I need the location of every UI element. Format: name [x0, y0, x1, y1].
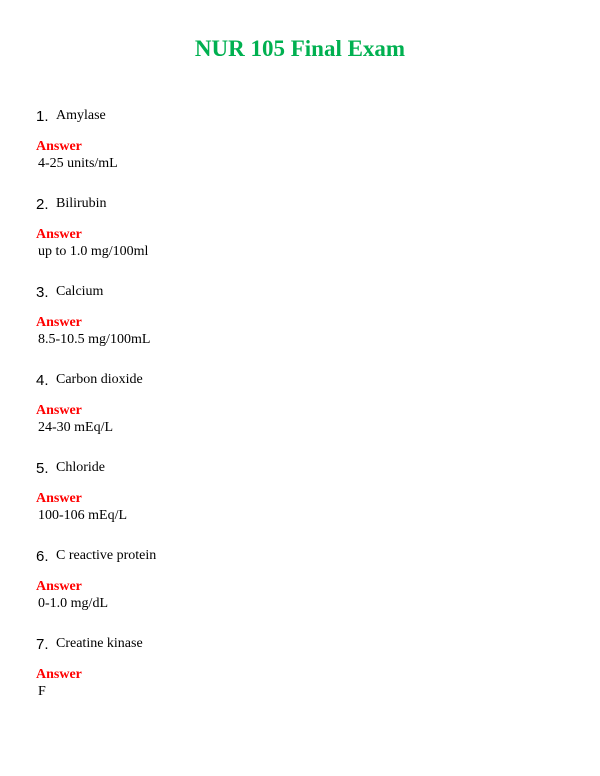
question-text: C reactive protein: [56, 548, 157, 563]
question-text: Chloride: [56, 460, 105, 475]
answer-label: Answer: [36, 491, 82, 506]
answer-value: 0-1.0 mg/dL: [38, 596, 108, 611]
question-line: [36, 282, 556, 302]
question-number: 5.: [36, 459, 49, 477]
answer-value: F: [38, 684, 46, 699]
question-text: Bilirubin: [56, 196, 107, 211]
question-item: [36, 194, 556, 260]
question-item: [36, 282, 556, 348]
answer-value: 4-25 units/mL: [38, 156, 118, 171]
question-line: [36, 370, 556, 390]
question-item: [36, 458, 556, 524]
question-number: 6.: [36, 547, 49, 565]
question-item: [36, 546, 556, 612]
answer-label: Answer: [36, 315, 82, 330]
document-title: NUR 105 Final Exam: [194, 36, 406, 61]
question-number: 2.: [36, 195, 49, 213]
question-text: Carbon dioxide: [56, 372, 143, 387]
question-number: 7.: [36, 635, 49, 653]
answer-label: Answer: [36, 227, 82, 242]
question-text: Calcium: [56, 284, 104, 299]
question-line: [36, 106, 556, 126]
question-number: 3.: [36, 283, 49, 301]
answer-value: up to 1.0 mg/100ml: [38, 244, 149, 259]
question-item: [36, 634, 556, 700]
question-line: [36, 194, 556, 214]
answer-label: Answer: [36, 579, 82, 594]
question-item: [36, 370, 556, 436]
question-item: [36, 106, 556, 172]
question-text: Creatine kinase: [56, 636, 143, 651]
question-line: [36, 458, 556, 478]
answer-value: 8.5-10.5 mg/100mL: [38, 332, 151, 347]
question-line: [36, 546, 556, 566]
answer-label: Answer: [36, 139, 82, 154]
answer-label: Answer: [36, 403, 82, 418]
question-line: [36, 634, 556, 654]
question-text: Amylase: [56, 108, 106, 123]
question-number: 4.: [36, 371, 49, 389]
question-number: 1.: [36, 107, 49, 125]
answer-label: Answer: [36, 667, 82, 682]
answer-value: 100-106 mEq/L: [38, 508, 128, 523]
answer-value: 24-30 mEq/L: [38, 420, 114, 435]
